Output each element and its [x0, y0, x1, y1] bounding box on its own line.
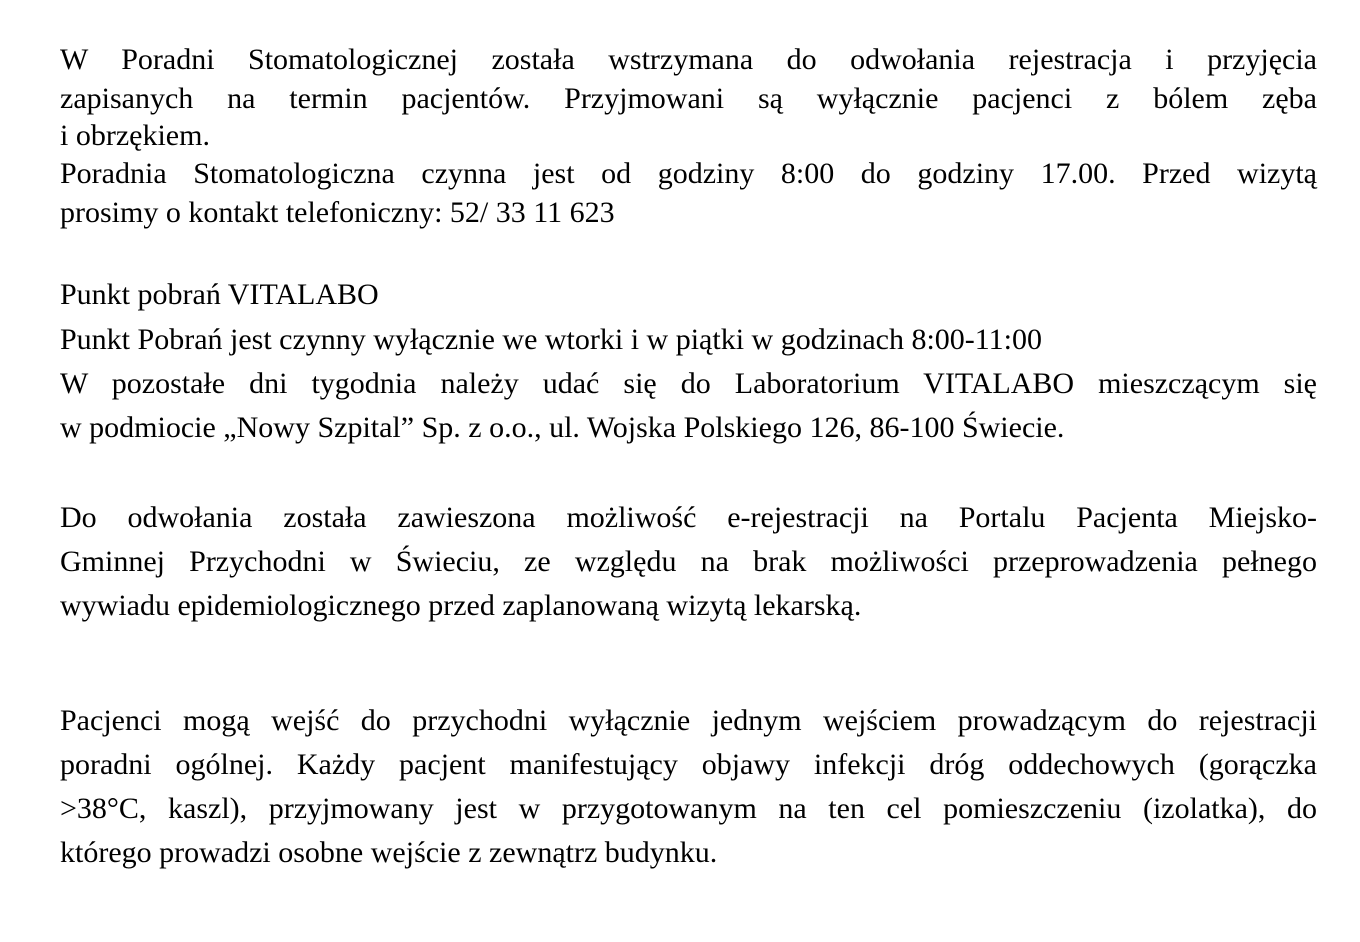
entrance-line-3: >38°C, kaszl), przyjmowany jest w przygotowanym na ten cel pomieszczeniu (izolatka), do — [60, 792, 1317, 825]
dental-notice-line-1: W Poradni Stomatologicznej została wstrzymana do odwołania rejestracja i przyjęcia — [60, 43, 1317, 76]
dental-phone-line: prosimy o kontakt telefoniczny: 52/ 33 11 623 — [60, 196, 615, 229]
entrance-line-4: którego prowadzi osobne wejście z zewnątrz budynku. — [60, 836, 718, 869]
lab-other-days-line-1: W pozostałe dni tygodnia należy udać się do Laboratorium VITALABO mieszczącym się — [60, 367, 1317, 400]
dental-notice-line-2: zapisanych na termin pacjentów. Przyjmowani są wyłącznie pacjenci z bólem zęba — [60, 82, 1317, 115]
dental-hours-line-1: Poradnia Stomatologiczna czynna jest od godziny 8:00 do godziny 17.00. Przed wizytą — [60, 157, 1317, 190]
e-registration-line-1: Do odwołania została zawieszona możliwość e-rejestracji na Portalu Pacjenta Miejsko- — [60, 501, 1317, 534]
entrance-line-1: Pacjenci mogą wejść do przychodni wyłącznie jednym wejściem prowadzącym do rejestracji — [60, 704, 1317, 737]
lab-address-line: w podmiocie „Nowy Szpital” Sp. z o.o., ul. Wojska Polskiego 126, 86-100 Świecie. — [60, 411, 1065, 444]
lab-hours-line: Punkt Pobrań jest czynny wyłącznie we wtorki i w piątki w godzinach 8:00-11:00 — [60, 323, 1043, 356]
lab-section-title: Punkt pobrań VITALABO — [60, 278, 379, 311]
entrance-line-2: poradni ogólnej. Każdy pacjent manifestujący objawy infekcji dróg oddechowych (gorączka — [60, 748, 1317, 781]
e-registration-line-2: Gminnej Przychodni w Świeciu, ze względu na brak możliwości przeprowadzenia pełnego — [60, 545, 1317, 578]
e-registration-line-3: wywiadu epidemiologicznego przed zaplanowaną wizytą lekarską. — [60, 589, 862, 622]
dental-notice-line-3: i obrzękiem. — [60, 119, 210, 152]
